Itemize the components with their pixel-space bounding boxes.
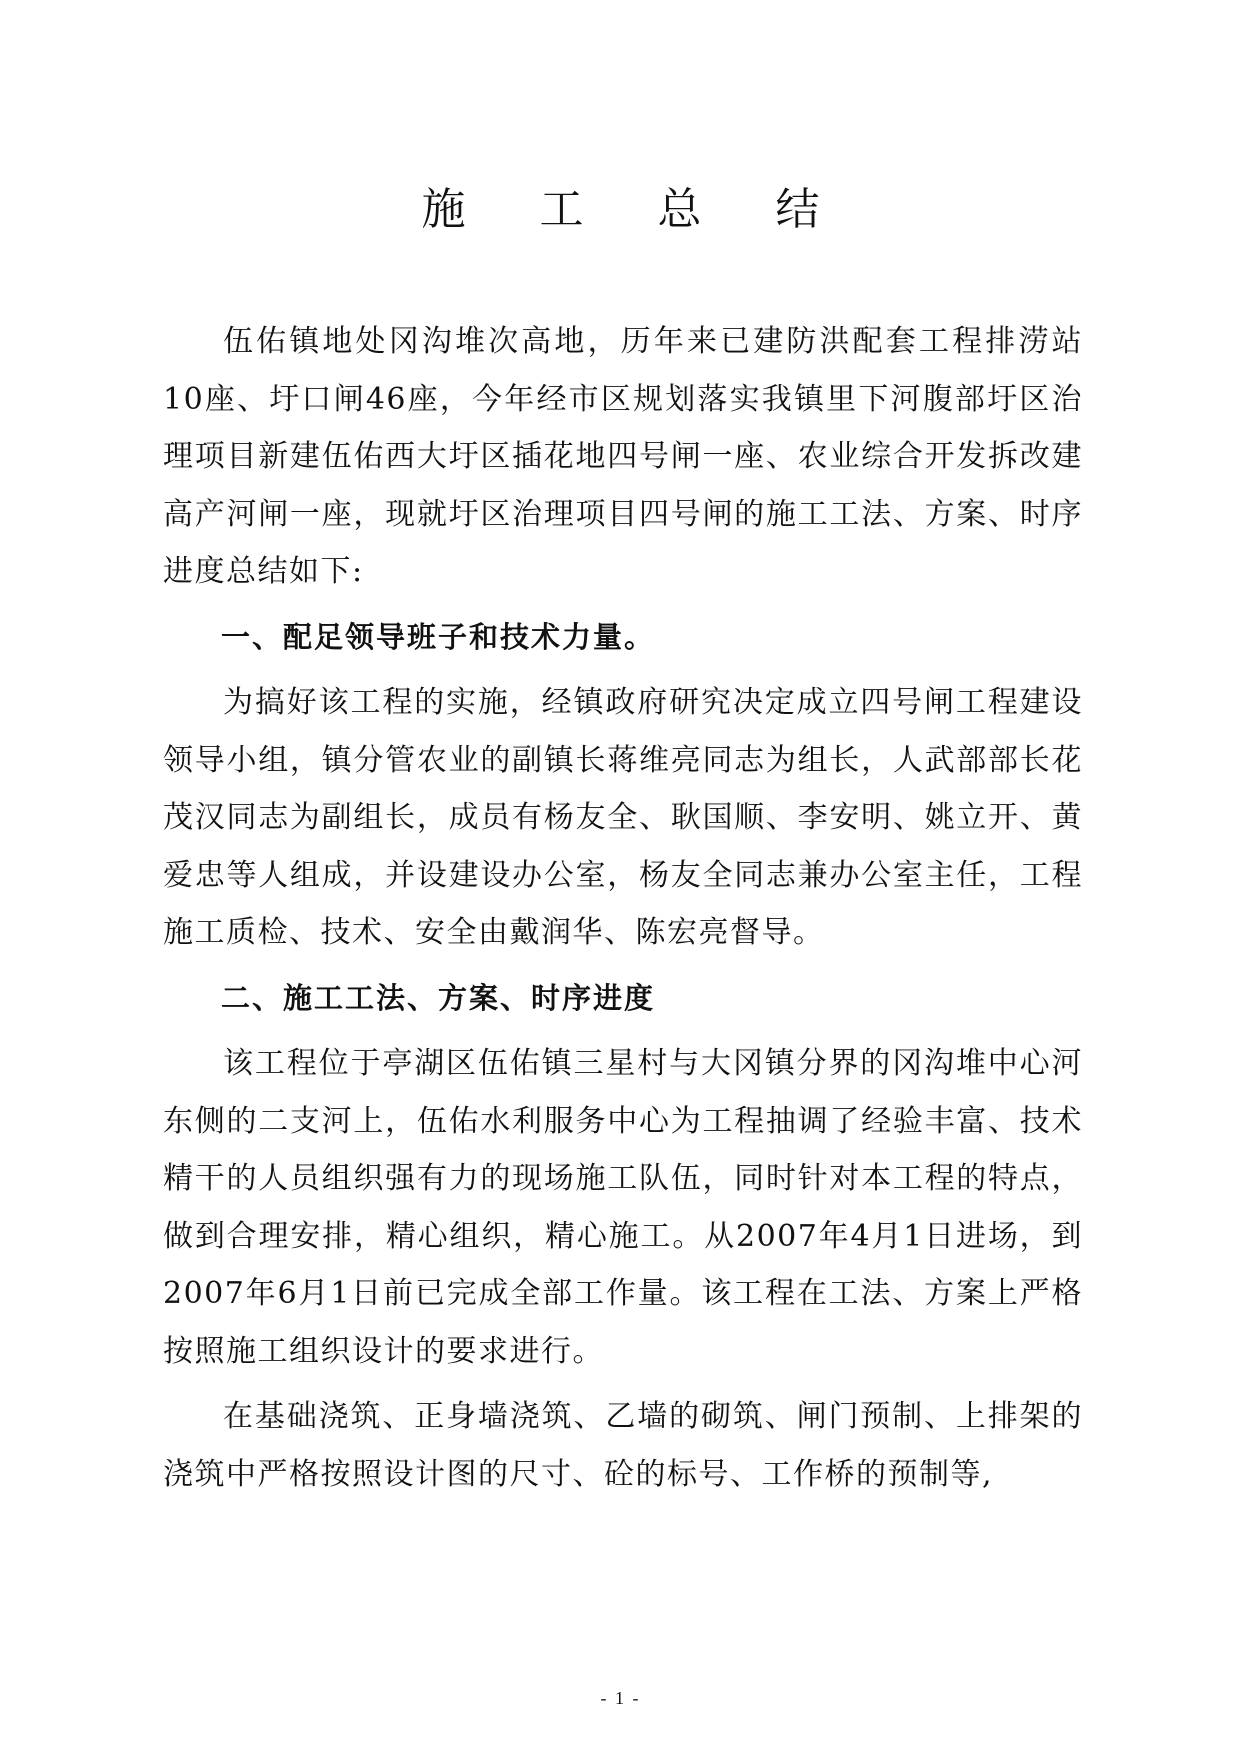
document-body xyxy=(163,313,1083,1503)
paragraph-leadership: 为搞好该工程的实施，经镇政府研究决定成立四号闸工程建设领导小组，镇分管农业的副镇长蒋维亮同志为组长，人武部部长花茂汉同志为副组长，成员有杨友全、耿国顺、李安明、姚立开、黄爱忠等人组成，并设建设办公室，杨友全同志兼办公室主任，工程施工质检、技术、安全由戴润华、陈宏亮督导。 xyxy=(163,685,1083,950)
section-heading-1: 一、配足领导班子和技术力量。 xyxy=(221,619,656,654)
paragraph-details: 在基础浇筑、正身墙浇筑、乙墙的砌筑、闸门预制、上排架的浇筑中严格按照设计图的尺寸、砼的标号、工作桥的预制等, xyxy=(163,1399,1083,1492)
section-heading-2: 二、施工工法、方案、时序进度 xyxy=(221,980,656,1015)
document-title: 施 工 总 结 xyxy=(421,184,850,235)
paragraph-construction: 该工程位于亭湖区伍佑镇三星村与大冈镇分界的冈沟堆中心河东侧的二支河上，伍佑水利服务中心为工程抽调了经验丰富、技术精干的人员组织强有力的现场施工队伍，同时针对本工程的特点，做到合理安排，精心组织，精心施工。从2007年4月1日进场，到2007年6月1日前已完成全部工作量。该工程在工法、方案上严格按照施工组织设计的要求进行。 xyxy=(163,1046,1083,1369)
paragraph-intro: 伍佑镇地处冈沟堆次高地，历年来已建防洪配套工程排涝站10座、圩口闸46座，今年经市区规划落实我镇里下河腹部圩区治理项目新建伍佑西大圩区插花地四号闸一座、农业综合开发拆改建高产河闸一座，现就圩区治理项目四号闸的施工工法、方案、时序进度总结如下: xyxy=(163,324,1083,589)
page-number: - 1 - xyxy=(600,1688,641,1708)
